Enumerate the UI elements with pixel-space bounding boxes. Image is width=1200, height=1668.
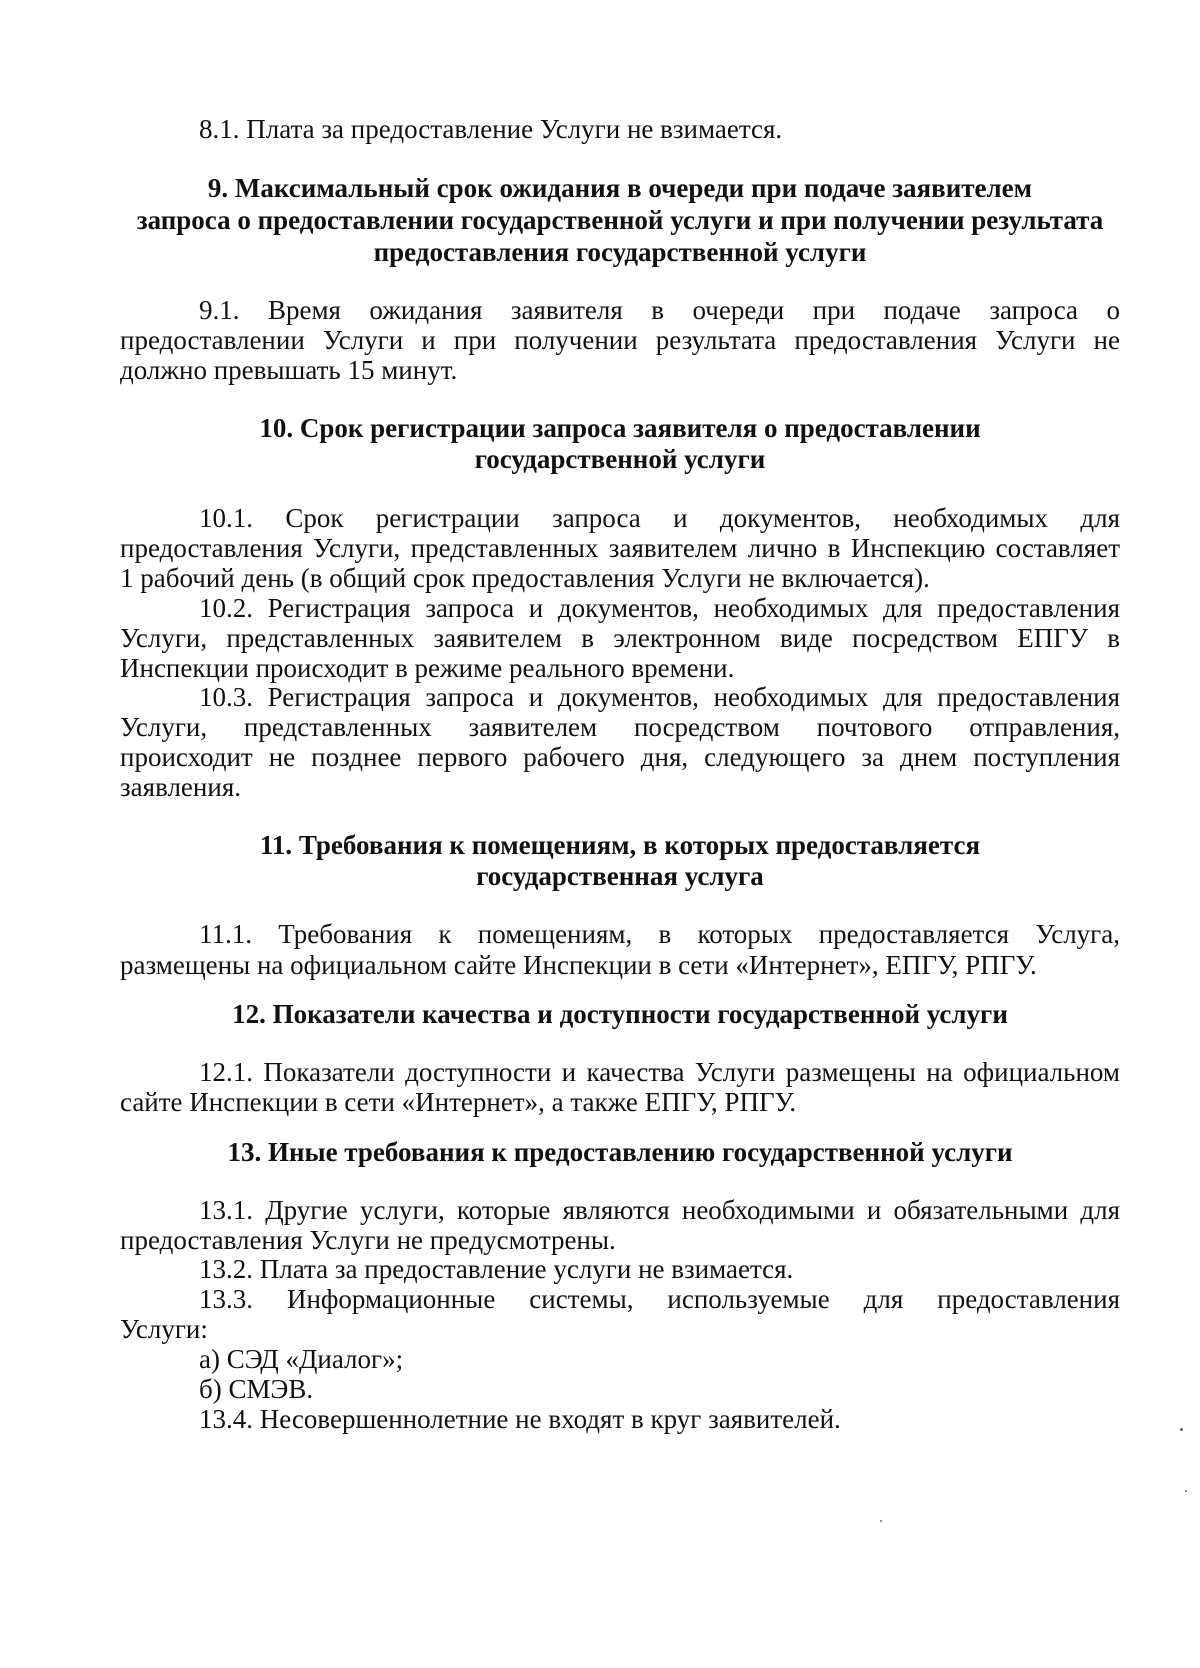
- paragraph-10-2-line-3: Инспекции происходит в режиме реального времени.: [120, 653, 735, 683]
- paragraph-10-2-line-1: 10.2. Регистрация запроса и документов, необходимых для предоставления: [199, 593, 1120, 623]
- paragraph-12-1-line-2: сайте Инспекции в сети «Интернет», а также ЕПГУ, РПГУ.: [120, 1087, 797, 1117]
- section-9-heading-line-2: запроса о предоставлении государственной услуги и при получении результата: [136, 205, 1104, 235]
- paragraph-10-1-line-3: 1 рабочий день (в общий срок предоставления Услуги не включается).: [120, 563, 930, 593]
- paragraph-8-1: 8.1. Плата за предоставление Услуги не взимается.: [199, 114, 783, 144]
- paragraph-13-1-line-2: предоставления Услуги не предусмотрены.: [120, 1225, 616, 1255]
- paragraph-10-3-line-1: 10.3. Регистрация запроса и документов, необходимых для предоставления: [199, 682, 1120, 712]
- paragraph-11-1-line-1: 11.1. Требования к помещениям, в которых предоставляется Услуга,: [199, 919, 1120, 949]
- paragraph-13-3-line-1: 13.3. Информационные системы, используемые для предоставления: [199, 1284, 1120, 1314]
- paragraph-13-2: 13.2. Плата за предоставление услуги не взимается.: [199, 1254, 794, 1284]
- section-13-heading: 13. Иные требования к предоставлению государственной услуги: [227, 1137, 1013, 1167]
- paragraph-10-2-line-2: Услуги, представленных заявителем в электронном виде посредством ЕПГУ в: [120, 623, 1120, 653]
- section-11-heading-line-1: 11. Требования к помещениям, в которых предоставляется: [259, 830, 981, 860]
- paragraph-10-1-line-1: 10.1. Срок регистрации запроса и документов, необходимых для: [199, 503, 1120, 533]
- paragraph-10-1-line-2: предоставления Услуги, представленных заявителем лично в Инспекцию составляет: [120, 533, 1120, 563]
- scan-dust-mark: [1185, 1490, 1187, 1492]
- section-11-heading-line-2: государственная услуга: [476, 861, 764, 891]
- paragraph-12-1-line-1: 12.1. Показатели доступности и качества Услуги размещены на официальном: [199, 1057, 1120, 1087]
- paragraph-9-1-line-1: 9.1. Время ожидания заявителя в очереди при подаче запроса о: [199, 295, 1120, 325]
- section-10-heading-line-2: государственной услуги: [474, 444, 766, 474]
- paragraph-9-1-line-3: должно превышать 15 минут.: [120, 355, 458, 385]
- paragraph-11-1-line-2: размещены на официальном сайте Инспекции в сети «Интернет», ЕПГУ, РПГУ.: [120, 950, 1037, 980]
- section-9-heading-line-3: предоставления государственной услуги: [373, 237, 867, 267]
- section-9-heading-line-1: 9. Максимальный срок ожидания в очереди при подаче заявителем: [207, 173, 1033, 203]
- paragraph-10-3-line-3: происходит не позднее первого рабочего дня, следующего за днем поступления: [120, 742, 1120, 772]
- paragraph-10-3-line-2: Услуги, представленных заявителем посредством почтового отправления,: [120, 712, 1120, 742]
- list-item-b: б) СМЭВ.: [199, 1374, 314, 1404]
- paragraph-13-1-line-1: 13.1. Другие услуги, которые являются необходимыми и обязательными для: [199, 1195, 1120, 1225]
- scan-dust-mark: [880, 1520, 882, 1522]
- scan-dust-mark: [1180, 1428, 1183, 1431]
- section-10-heading-line-1: 10. Срок регистрации запроса заявителя о предоставлении: [259, 413, 981, 443]
- paragraph-13-4: 13.4. Несовершеннолетние не входят в круг заявителей.: [199, 1404, 841, 1434]
- section-12-heading: 12. Показатели качества и доступности государственной услуги: [232, 999, 1008, 1029]
- list-item-a: а) СЭД «Диалог»;: [199, 1344, 404, 1374]
- paragraph-13-3-line-2: Услуги:: [120, 1314, 208, 1344]
- paragraph-9-1-line-2: предоставлении Услуги и при получении результата предоставления Услуги не: [120, 325, 1120, 355]
- paragraph-10-3-line-4: заявления.: [120, 772, 241, 802]
